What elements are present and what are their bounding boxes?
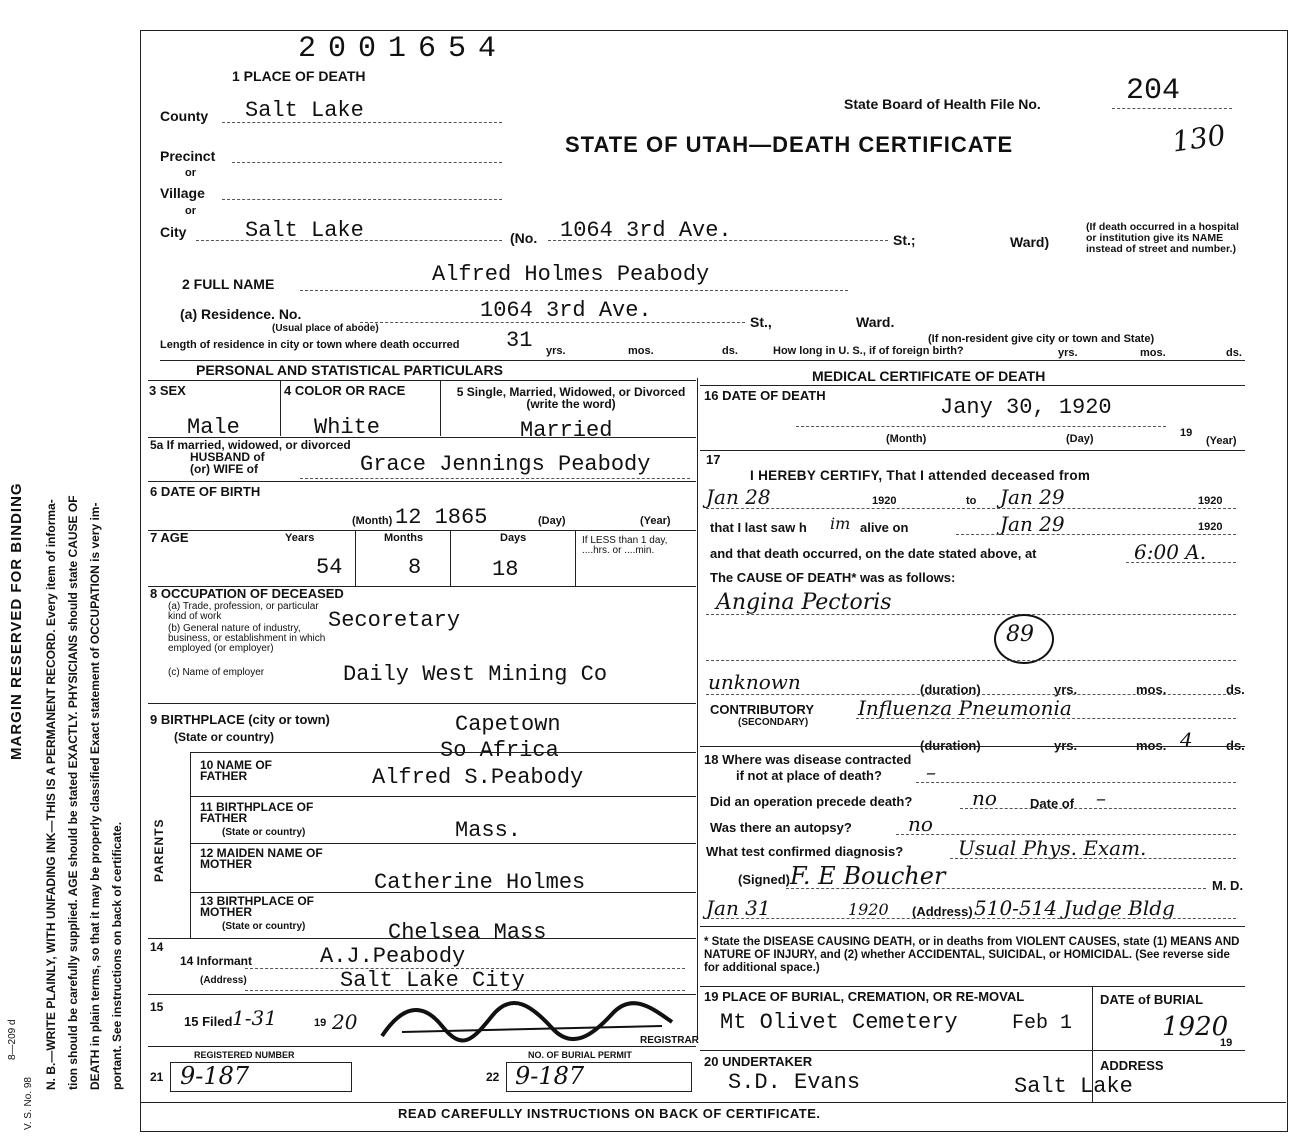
instruction-note-line: DEATH in plain terms, so that it may be properly classified Exact statement of OCCUPATION is very im- bbox=[88, 502, 102, 1090]
registered-number: 9-187 bbox=[180, 1062, 250, 1090]
employer-value: Daily West Mining Co bbox=[343, 662, 608, 687]
physician-address: 510-514 Judge Bldg bbox=[974, 896, 1175, 920]
spouse-value: Grace Jennings Peabody bbox=[360, 452, 651, 477]
handwritten-number: 130 bbox=[1169, 118, 1228, 159]
personal-heading: PERSONAL AND STATISTICAL PARTICULARS bbox=[196, 362, 503, 378]
date-of-death-value: Jany 30, 1920 bbox=[940, 395, 1112, 420]
footer-instructions: READ CAREFULLY INSTRUCTIONS ON BACK OF CERTIFICATE. bbox=[398, 1106, 821, 1121]
city-value: Salt Lake bbox=[245, 218, 364, 243]
place-of-death-heading: 1 PLACE OF DEATH bbox=[232, 68, 366, 84]
birthplace-country: So Africa bbox=[440, 738, 559, 763]
physician-sign-date: Jan 31 bbox=[706, 896, 771, 920]
burial-permit-number: 9-187 bbox=[515, 1062, 585, 1090]
file-no: 204 bbox=[1126, 74, 1181, 108]
parents-side-label: PARENTS bbox=[152, 818, 166, 882]
marital-status-value: Married bbox=[520, 418, 613, 443]
undertaker-name: S.D. Evans bbox=[728, 1070, 861, 1095]
instruction-note-line: tion should be carefully supplied. AGE should be stated EXACTLY. PHYSICIANS should state CAUSE OF bbox=[66, 495, 80, 1090]
cause-of-death: Angina Pectoris bbox=[716, 590, 892, 615]
informant-address: Salt Lake City bbox=[340, 968, 525, 993]
burial-date: Feb 1 bbox=[1012, 1012, 1073, 1035]
last-saw-date: Jan 29 bbox=[1000, 512, 1065, 536]
file-no-label: State Board of Health File No. bbox=[844, 96, 1041, 112]
contributory-cause: Influenza Pneumonia bbox=[858, 696, 1072, 720]
certificate-number: 2001654 bbox=[298, 32, 509, 66]
mother-name: Catherine Holmes bbox=[374, 870, 586, 895]
physician-signature: F. E Boucher bbox=[790, 862, 946, 890]
full-name-label: 2 FULL NAME bbox=[182, 276, 275, 292]
diagnosis-test: Usual Phys. Exam. bbox=[958, 836, 1147, 860]
certify-statement: I HEREBY CERTIFY, That I attended deceased from bbox=[750, 468, 1091, 483]
street-value: 1064 3rd Ave. bbox=[560, 218, 732, 243]
residence-value: 1064 3rd Ave. bbox=[480, 298, 652, 323]
age-months: 8 bbox=[408, 555, 422, 580]
father-birthplace: Mass. bbox=[455, 818, 522, 843]
form-id: V. S. No. 98 bbox=[23, 1077, 34, 1130]
autopsy-value: no bbox=[908, 812, 933, 836]
county-label: County bbox=[160, 108, 209, 124]
length-of-residence: 31 bbox=[506, 328, 533, 353]
attended-to: Jan 29 bbox=[1000, 485, 1065, 509]
registrar-signature bbox=[362, 996, 682, 1048]
sex-value: Male bbox=[187, 415, 240, 440]
race-value: White bbox=[314, 415, 381, 440]
burial-year: 1920 bbox=[1162, 1012, 1229, 1042]
full-name-value: Alfred Holmes Peabody bbox=[432, 262, 710, 287]
hospital-note: (If death occurred in a hospital or institution give its NAME instead of street and number.) bbox=[1086, 221, 1239, 255]
county-value: Salt Lake bbox=[245, 98, 364, 123]
date-of-birth-value: 12 1865 bbox=[395, 505, 488, 530]
primary-duration: unknown bbox=[708, 670, 801, 694]
time-of-death: 6:00 A. bbox=[1134, 540, 1207, 564]
cause-footnote: * State the DISEASE CAUSING DEATH, or in deaths from VIOLENT CAUSES, state (1) MEANS AND NATURE OF INJURY, and (2) whether ACCIDENTAL, SUICIDAL, or HOMICIDAL. (See reverse side for additional space.) bbox=[704, 936, 1240, 974]
form-code: 8—209 d bbox=[7, 1019, 18, 1060]
filed-date: 1-31 bbox=[232, 1006, 277, 1030]
binding-margin-label: MARGIN RESERVED FOR BINDING bbox=[8, 482, 25, 760]
village-label: Village bbox=[160, 185, 205, 201]
precinct-label: Precinct bbox=[160, 148, 216, 164]
mother-birthplace: Chelsea Mass bbox=[388, 920, 547, 945]
father-name: Alfred S.Peabody bbox=[372, 765, 584, 790]
filed-year: 20 bbox=[332, 1010, 358, 1034]
city-label: City bbox=[160, 224, 187, 240]
undertaker-address: Salt Lake bbox=[1014, 1074, 1133, 1099]
burial-place: Mt Olivet Cemetery bbox=[720, 1010, 958, 1035]
age-days: 18 bbox=[492, 557, 519, 582]
attended-from: Jan 28 bbox=[706, 485, 771, 509]
instruction-note-line: portant. See instructions on back of certificate. bbox=[110, 821, 124, 1090]
medical-heading: MEDICAL CERTIFICATE OF DEATH bbox=[812, 368, 1046, 384]
cause-code: 89 bbox=[1006, 622, 1034, 647]
certificate-title: STATE OF UTAH—DEATH CERTIFICATE bbox=[565, 132, 1014, 157]
operation-value: no bbox=[972, 786, 997, 810]
instruction-note-line: N. B.—WRITE PLAINLY, WITH UNFADING INK—THIS IS A PERMANENT RECORD. Every item of informa- bbox=[44, 499, 58, 1090]
informant-name: A.J.Peabody bbox=[320, 944, 466, 969]
contributory-duration-months: 4 bbox=[1180, 728, 1193, 752]
occupation-value: Secoretary bbox=[328, 608, 461, 633]
birthplace-city: Capetown bbox=[455, 712, 561, 737]
age-years: 54 bbox=[316, 555, 343, 580]
